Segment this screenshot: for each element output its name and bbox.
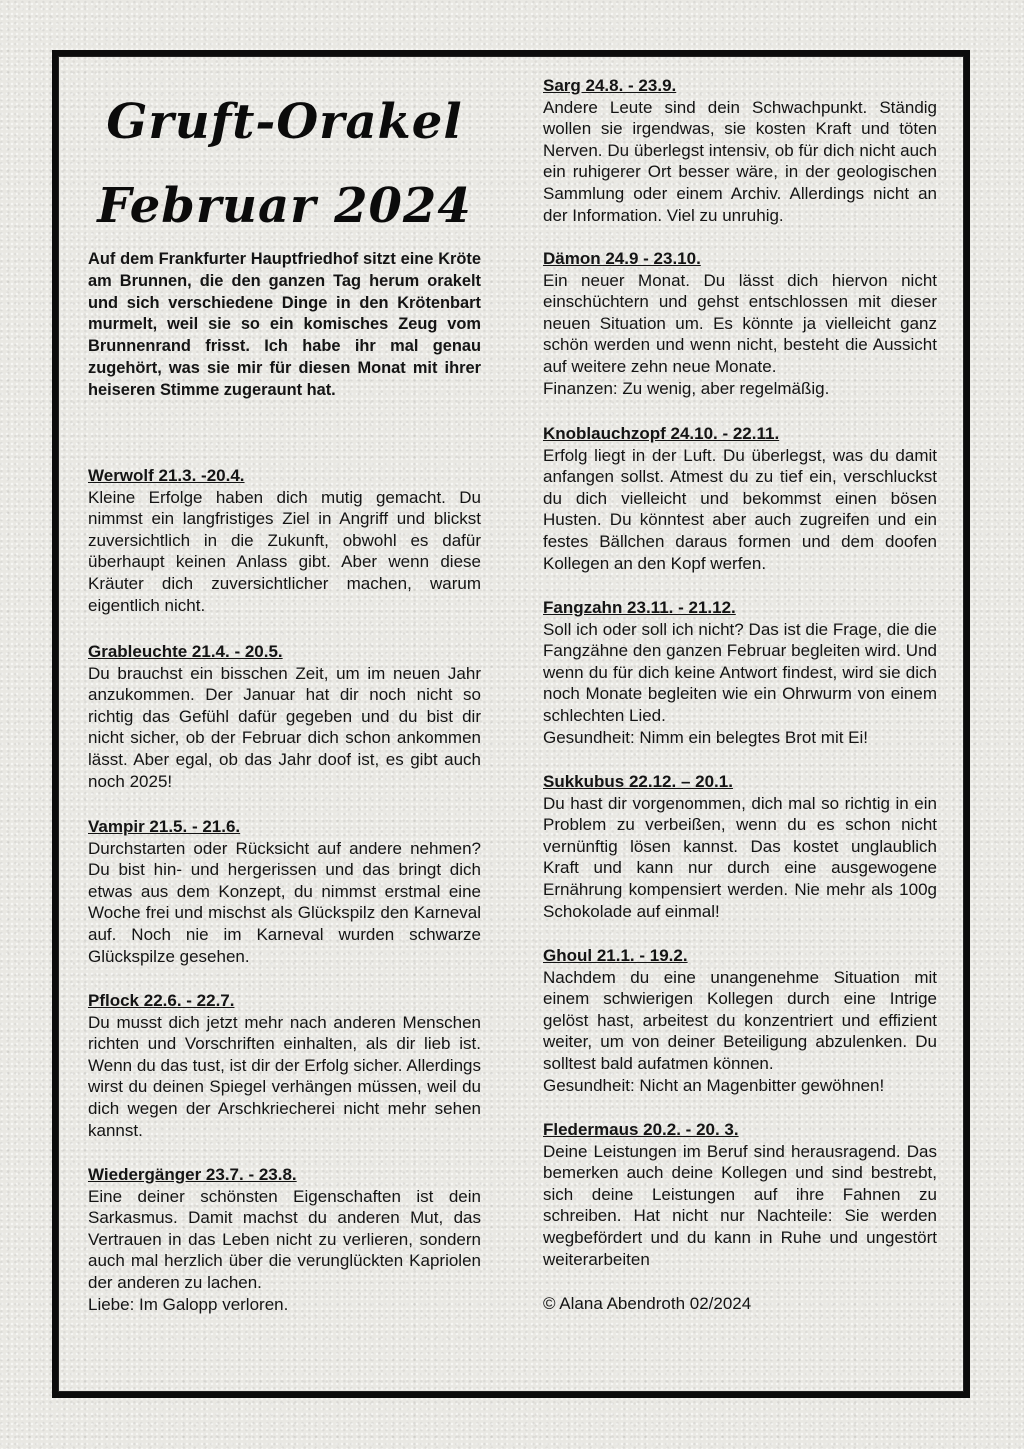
entry-text: Deine Leistungen im Beruf sind herausragend. Das bemerken auch deine Kollegen und sind bestrebt, sich deine Leistungen auf ihre Fahnen zu schreiben. Hat nicht nur Nachteile: Sie werden wegbefördert und du kann in Ruhe und ungestört weiterarbeiten xyxy=(543,1141,937,1269)
entry-heading: Ghoul 21.1. - 19.2. xyxy=(543,946,688,965)
entry-text: Soll ich oder soll ich nicht? Das ist die Frage, die die Fangzähne den ganzen Februar begleiten wird. Und wenn du für dich keine Antwort findest, wird sie dich noch Monate begleiten wie ein Ohrwurm von einem schlechten Lied. xyxy=(543,619,937,725)
entry-extra: Gesundheit: Nicht an Magenbitter gewöhnen! xyxy=(543,1075,885,1095)
title-line-2: Februar 2024 xyxy=(97,178,472,234)
entry-text: Ein neuer Monat. Du lässt dich hiervon nicht einschüchtern und gehst entschlossen mit dieser neuen Situation um. Es könnte ja vielleicht ganz schön werden und wenn nicht, besteht die Aussicht auf weitere zehn neue Monate. xyxy=(543,270,937,376)
entry-text: Erfolg liegt in der Luft. Du überlegst, was du damit anfangen sollst. Atmest du zu tief ein, verschluckst du dich vielleicht und bekommst einen bösen Husten. Du könntest aber auch zugreifen und ein festes Bällchen daraus formen und dem doofen Kollegen an den Kopf werfen. xyxy=(543,445,937,573)
entry-text: Durchstarten oder Rücksicht auf andere nehmen? Du bist hin- und hergerissen und das bringt dich etwas aus dem Konzept, du nimmst erstmal eine Woche frei und mischst als Glückspilz den Karneval auf. Noch nie im Karneval wurden schwarze Glückspilze gesehen. xyxy=(88,838,481,966)
horoscope-entry-ghoul xyxy=(543,945,937,1096)
horoscope-entry-werwolf xyxy=(88,465,481,616)
intro-paragraph: Auf dem Frankfurter Hauptfriedhof sitzt eine Kröte am Brunnen, die den ganzen Tag herum orakelt und sich verschiedene Dinge in den Krötenbart murmelt, weil sie so ein komisches Zeug vom Brunnenrand frisst. Ich habe ihr mal genau zugehört, was sie mir für diesen Monat mit ihrer heiseren Stimme zugeraunt hat. xyxy=(88,250,481,399)
entry-text: Andere Leute sind dein Schwachpunkt. Ständig wollen sie irgendwas, sie kosten Kraft und töten Nerven. Du überlegst intensiv, ob für dich nicht auch ein ruhigerer Ort besser wäre, in der geologischen Sammlung oder einem Archiv. Allerdings nicht an der Information. Viel zu unruhig. xyxy=(543,97,937,225)
entry-heading: Vampir 21.5. - 21.6. xyxy=(88,817,241,836)
entry-heading: Knoblauchzopf 24.10. - 22.11. xyxy=(543,424,780,443)
horoscope-entry-fledermaus xyxy=(543,1119,937,1270)
entry-heading: Sukkubus 22.12. – 20.1. xyxy=(543,772,733,791)
copyright-notice: © Alana Abendroth 02/2024 xyxy=(543,1294,752,1313)
horoscope-entry-vampir xyxy=(88,816,481,967)
horoscope-entry-sarg xyxy=(543,75,937,226)
entry-text: Nachdem du eine unangenehme Situation mit einem schwierigen Kollegen durch eine Intrige gelöst hast, arbeitest du konzentriert und effizient weiter, um von deiner Beteiligung abzulenken. Du solltest bald aufatmen können. xyxy=(543,967,937,1073)
horoscope-entry-grableuchte xyxy=(88,641,481,792)
entry-heading: Fledermaus 20.2. - 20. 3. xyxy=(543,1120,739,1139)
entry-heading: Sarg 24.8. - 23.9. xyxy=(543,76,677,95)
title-line-1: Gruft-Orakel xyxy=(106,94,463,150)
entry-heading: Grableuchte 21.4. - 20.5. xyxy=(88,642,283,661)
entry-text: Kleine Erfolge haben dich mutig gemacht. Du nimmst ein langfristiges Ziel in Angriff und blickst zuversichtlich in die Zukunft, obwohl es dafür überhaupt keinen Anlass gibt. Aber wenn diese Kräuter dich zuversichtlicher machen, warum eigentlich nicht. xyxy=(88,487,481,615)
entry-text: Du musst dich jetzt mehr nach anderen Menschen richten und Vorschriften einhalten, als dir lieb ist. Wenn du das tust, ist dir der Erfolg sicher. Allerdings wirst du deinen Spiegel verhängen müssen, weil du dich wegen der Arschkriecherei nicht mehr sehen kannst. xyxy=(88,1012,481,1140)
horoscope-entry-pflock xyxy=(88,990,481,1141)
entry-heading: Werwolf 21.3. -20.4. xyxy=(88,466,245,485)
entry-heading: Fangzahn 23.11. - 21.12. xyxy=(543,598,736,617)
entry-text: Du brauchst ein bisschen Zeit, um im neuen Jahr anzukommen. Der Januar hat dir noch nicht so richtig das Gefühl dafür gegeben und du bist dir nicht sicher, ob der Februar dich schon ankommen lässt. Aber egal, ob das Jahr doof ist, es gibt auch noch 2025! xyxy=(88,663,481,791)
horoscope-entry-daemon xyxy=(543,248,937,399)
horoscope-entry-wiedergaenger xyxy=(88,1164,481,1315)
entry-text: Du hast dir vorgenommen, dich mal so richtig in ein Problem zu verbeißen, wenn du es schon nicht vernünftig lösen kannst. Das kostet unglaublich Kraft und kann nur durch eine ausgewogene Ernährung kompensiert werden. Nie mehr als 100g Schokolade auf einmal! xyxy=(543,793,937,921)
entry-heading: Pflock 22.6. - 22.7. xyxy=(88,991,235,1010)
horoscope-entry-sukkubus xyxy=(543,771,937,922)
entry-extra: Finanzen: Zu wenig, aber regelmäßig. xyxy=(543,378,830,398)
horoscope-entry-fangzahn xyxy=(543,597,937,748)
horoscope-entry-knoblauchzopf xyxy=(543,423,937,574)
page-title xyxy=(88,80,481,248)
entry-text: Eine deiner schönsten Eigenschaften ist dein Sarkasmus. Damit machst du anderen Mut, das Vertrauen in das Leben nicht zu verlieren, sondern auch mal herzlich über die verunglückten Kapriolen der anderen zu lachen. xyxy=(88,1186,481,1292)
entry-extra: Gesundheit: Nimm ein belegtes Brot mit Ei! xyxy=(543,727,869,747)
entry-extra: Liebe: Im Galopp verloren. xyxy=(88,1294,289,1314)
entry-heading: Dämon 24.9 - 23.10. xyxy=(543,249,701,268)
entry-heading: Wiedergänger 23.7. - 23.8. xyxy=(88,1165,297,1184)
